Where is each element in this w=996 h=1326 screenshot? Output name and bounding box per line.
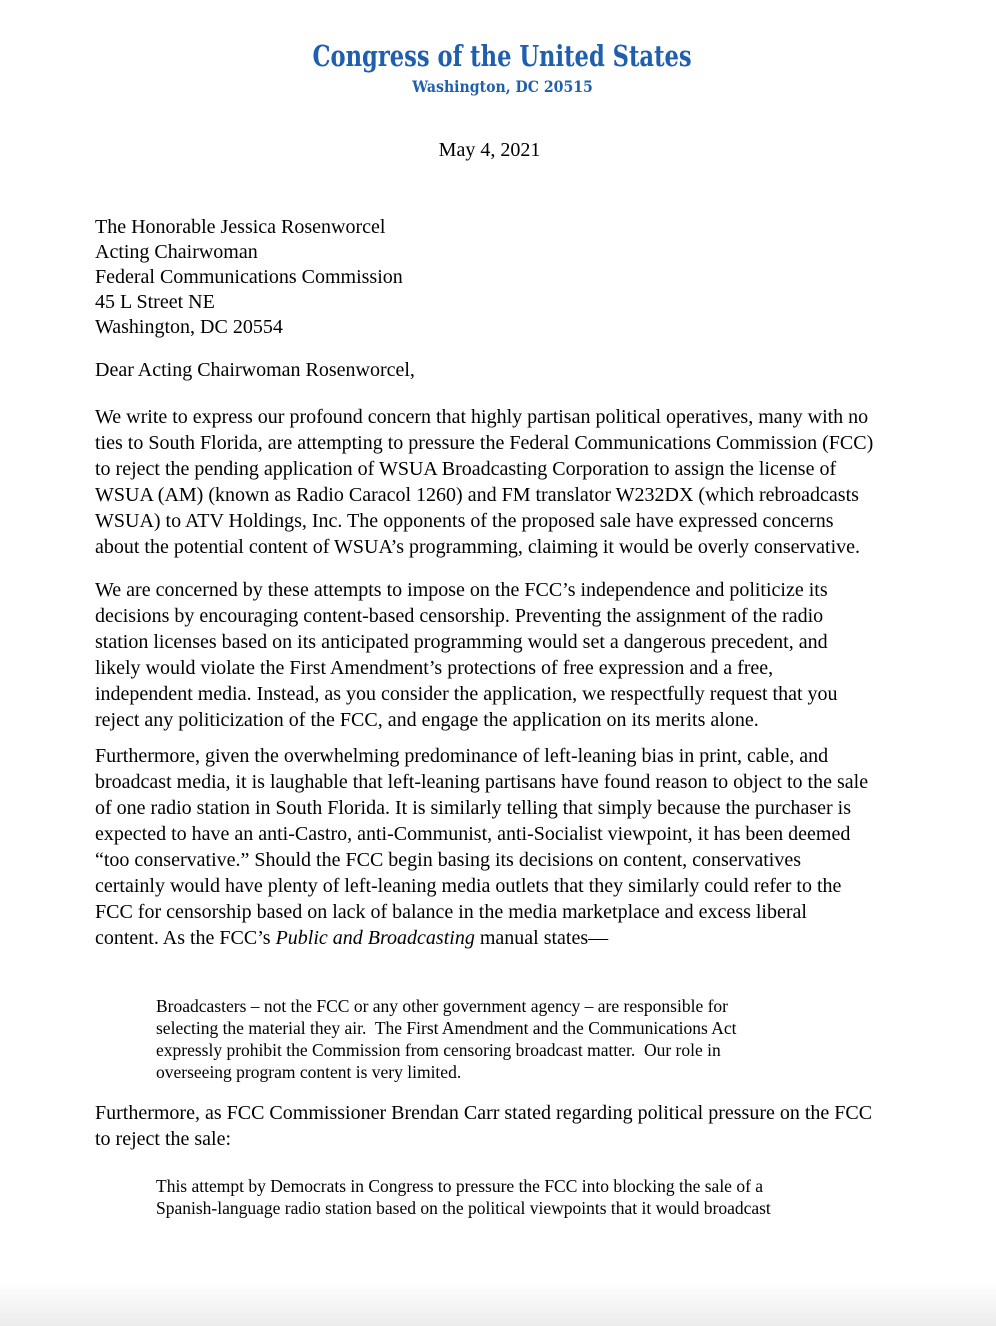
letterhead-title: Congress of the United States	[312, 39, 693, 73]
body-paragraph-2	[95, 577, 910, 733]
text-line: station licenses based on its anticipated programming would set a dangerous precedent, and	[95, 631, 828, 653]
text-line: 45 L Street NE	[95, 291, 215, 313]
text-line: Broadcasters – not the FCC or any other government agency – are responsible for	[156, 996, 728, 1016]
final-line-pre-text: content. As the FCC’s	[95, 927, 276, 949]
text-line: FCC for censorship based on lack of balance in the media marketplace and excess liberal	[95, 901, 807, 923]
body-paragraph-4	[95, 1100, 910, 1152]
letterhead	[95, 39, 910, 99]
text-line: decisions by encouraging content-based censorship. Preventing the assignment of the radio	[95, 605, 824, 627]
text-line: of one radio station in South Florida. It is similarly telling that simply because the purchaser is	[95, 797, 851, 819]
text-line: broadcast media, it is laughable that left-leaning partisans have found reason to object to the sale	[95, 771, 869, 793]
letterhead-subtitle: Washington, DC 20515	[412, 77, 593, 96]
text-line: We write to express our profound concern that highly partisan political operatives, many with no	[95, 406, 869, 428]
text-line: The Honorable Jessica Rosenworcel	[95, 216, 386, 238]
text-line: expected to have an anti-Castro, anti-Communist, anti-Socialist viewpoint, it has been deemed	[95, 823, 851, 845]
salutation: Dear Acting Chairwoman Rosenworcel,	[95, 359, 415, 381]
text-line: to reject the pending application of WSUA Broadcasting Corporation to assign the license of	[95, 458, 837, 480]
text-line: “too conservative.” Should the FCC begin basing its decisions on content, conservatives	[95, 849, 801, 871]
text-line: independent media. Instead, as you consider the application, we respectfully request that you	[95, 683, 838, 705]
final-line-post-text: manual states—	[474, 927, 609, 949]
text-line: selecting the material they air. The First Amendment and the Communications Act	[156, 1018, 737, 1038]
letter-date: May 4, 2021	[438, 139, 541, 161]
text-line: Spanish-language radio station based on the political viewpoints that it would broadcast	[156, 1198, 771, 1218]
text-line: overseeing program content is very limited.	[156, 1062, 462, 1082]
block-quote-fcc-manual	[156, 995, 910, 1083]
paragraph-3-wrapped-lines	[95, 743, 910, 925]
recipient-address	[95, 215, 910, 340]
text-line: Furthermore, given the overwhelming predominance of left-leaning bias in print, cable, and	[95, 745, 829, 767]
text-line: expressly prohibit the Commission from censoring broadcast matter. Our role in	[156, 1040, 721, 1060]
text-line: WSUA) to ATV Holdings, Inc. The opponents of the proposed sale have expressed concerns	[95, 510, 834, 532]
letterhead-subtitle-wrap	[95, 79, 910, 99]
manual-title-italic: Public and Broadcasting	[275, 927, 475, 949]
text-line: Federal Communications Commission	[95, 266, 403, 288]
text-line: certainly would have plenty of left-leaning media outlets that they similarly could refer to the	[95, 875, 842, 897]
text-line: to reject the sale:	[95, 1128, 232, 1150]
letterhead-title-wrap	[95, 39, 910, 77]
text-line: WSUA (AM) (known as Radio Caracol 1260) and FM translator W232DX (which rebroadcasts	[95, 484, 859, 506]
body-paragraph-1	[95, 404, 910, 560]
text-line: ties to South Florida, are attempting to pressure the Federal Communications Commission (FCC)	[95, 432, 874, 454]
text-line: reject any politicization of the FCC, and engage the application on its merits alone.	[95, 709, 759, 731]
paragraph-3-final-line	[95, 925, 910, 951]
text-line: We are concerned by these attempts to impose on the FCC’s independence and politicize its	[95, 579, 828, 601]
letter-content	[0, 39, 996, 1219]
text-line: This attempt by Democrats in Congress to pressure the FCC into blocking the sale of a	[156, 1176, 764, 1196]
text-line: likely would violate the First Amendment’s protections of free expression and a free,	[95, 657, 774, 679]
text-line: Furthermore, as FCC Commissioner Brendan Carr stated regarding political pressure on the FCC	[95, 1102, 873, 1124]
text-line: Acting Chairwoman	[95, 241, 258, 263]
text-line: Washington, DC 20554	[95, 316, 283, 338]
block-quote-brendan-carr	[156, 1175, 910, 1219]
text-line: about the potential content of WSUA’s programming, claiming it would be overly conservative.	[95, 536, 861, 558]
body-paragraph-3	[95, 743, 910, 951]
